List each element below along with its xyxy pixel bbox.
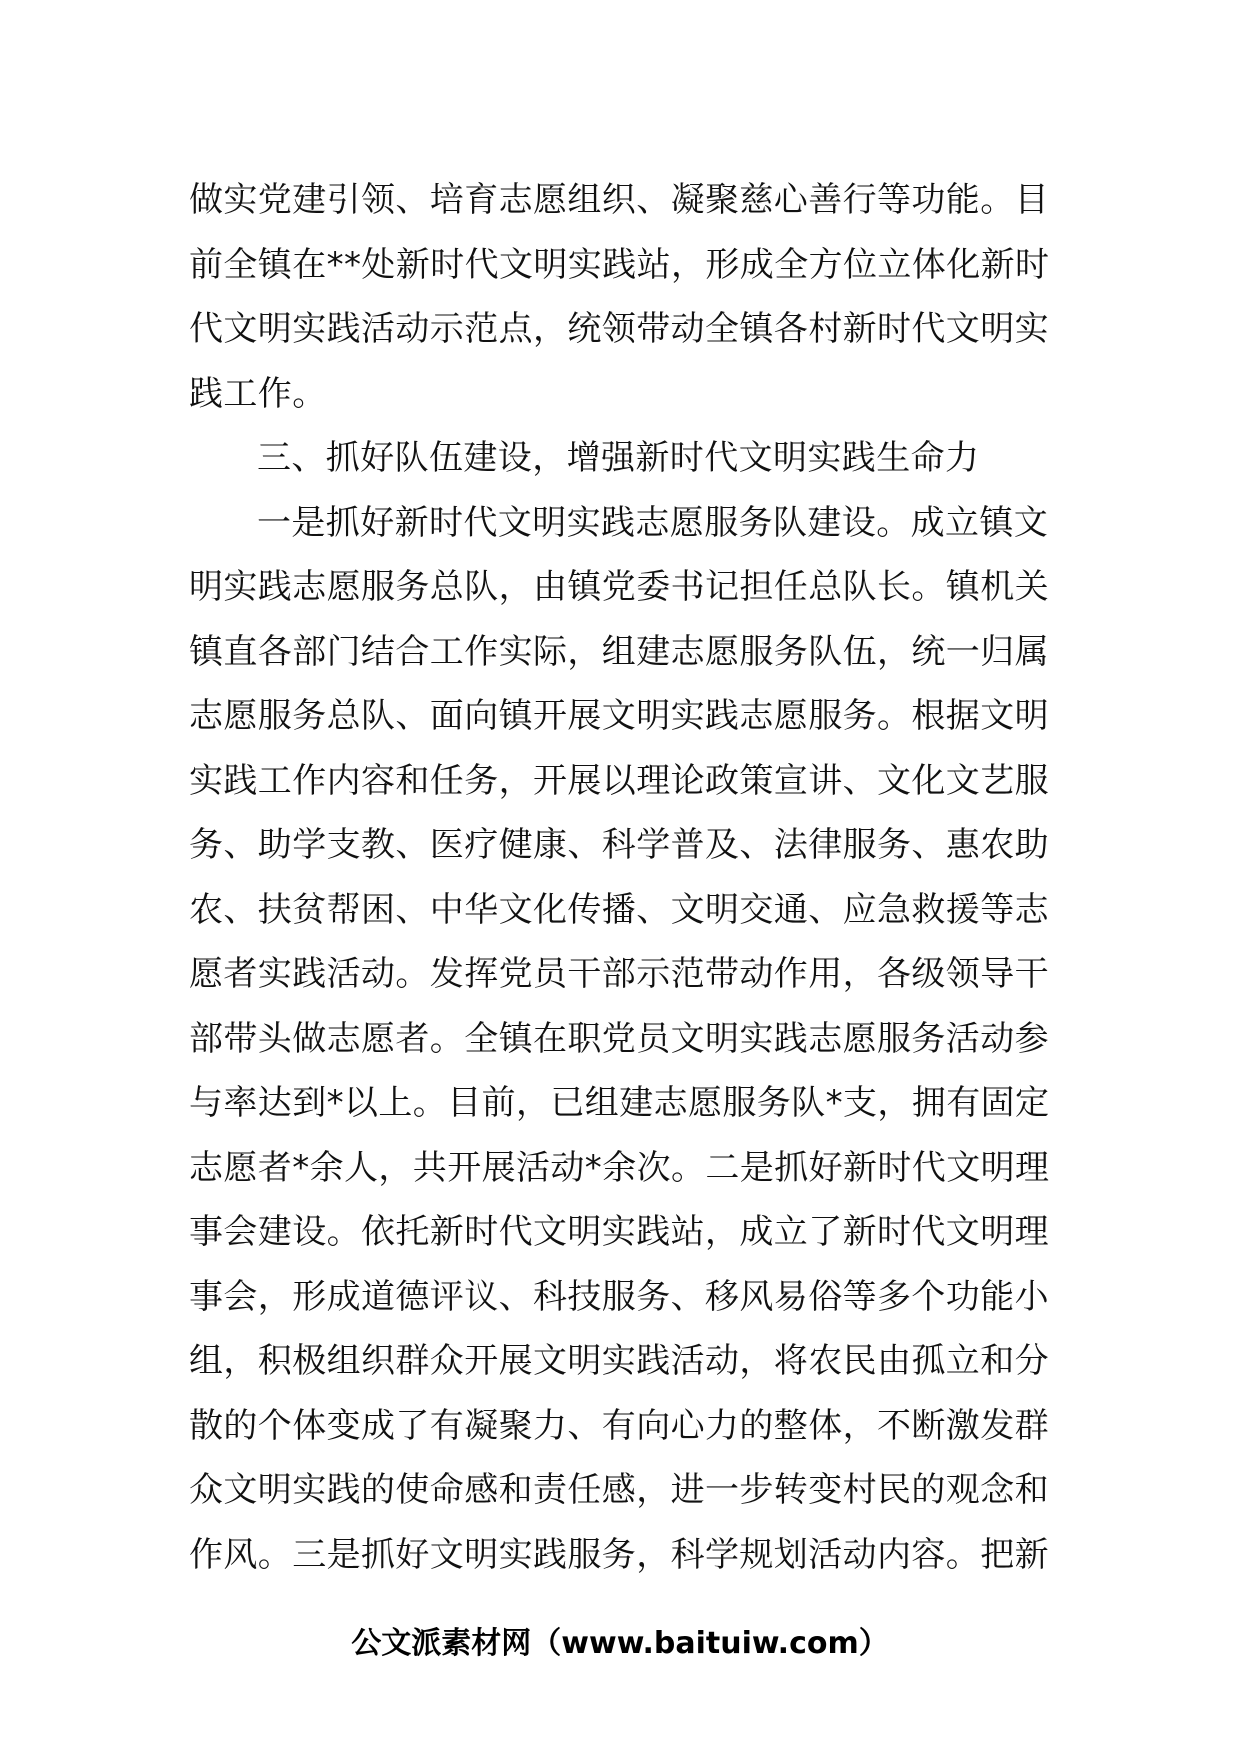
text-line: 务、助学支教、医疗健康、科学普及、法律服务、惠农助 xyxy=(189,825,1049,865)
text-line: 组，积极组织群众开展文明实践活动，将农民由孤立和分 xyxy=(189,1341,1049,1381)
text-line: 践工作。 xyxy=(189,373,327,414)
text-line: 事会，形成道德评议、科技服务、移风易俗等多个功能小 xyxy=(189,1276,1049,1317)
text-line: 志愿服务总队、面向镇开展文明实践志愿服务。根据文明 xyxy=(189,696,1049,736)
paragraph-team-building xyxy=(189,491,1051,1588)
text-line: 实践工作内容和任务，开展以理论政策宣讲、文化文艺服 xyxy=(189,760,1049,801)
text-line: 与率达到*以上。目前，已组建志愿服务队*支，拥有固定 xyxy=(189,1083,1050,1123)
document-body xyxy=(189,168,1051,1587)
paragraph-continued xyxy=(189,168,1051,426)
text-line: 镇直各部门结合工作实际，组建志愿服务队伍，统一归属 xyxy=(189,631,1049,672)
text-line: 众文明实践的使命感和责任感，进一步转变村民的观念和 xyxy=(189,1470,1049,1510)
footer-watermark: 公文派素材网（www.baituiw.com） xyxy=(351,1626,889,1661)
text-line: 事会建设。依托新时代文明实践站，成立了新时代文明理 xyxy=(189,1212,1049,1252)
text-line: 部带头做志愿者。全镇在职党员文明实践志愿服务活动参 xyxy=(189,1018,1049,1059)
text-line: 散的个体变成了有凝聚力、有向心力的整体，不断激发群 xyxy=(189,1405,1049,1446)
text-line: 志愿者*余人，共开展活动*余次。二是抓好新时代文明理 xyxy=(189,1147,1050,1188)
text-line: 做实党建引领、培育志愿组织、凝聚慈心善行等功能。目 xyxy=(189,180,1049,220)
text-line: 前全镇在**处新时代文明实践站，形成全方位立体化新时 xyxy=(189,244,1050,285)
text-line: 明实践志愿服务总队，由镇党委书记担任总队长。镇机关 xyxy=(189,567,1049,607)
section-heading-text: 三、抓好队伍建设，增强新时代文明实践生命力 xyxy=(257,438,980,478)
text-line: 一是抓好新时代文明实践志愿服务队建设。成立镇文 xyxy=(257,502,1049,543)
section-heading xyxy=(189,426,1051,491)
text-line: 作风。三是抓好文明实践服务，科学规划活动内容。把新 xyxy=(189,1534,1049,1575)
text-line: 农、扶贫帮困、中华文化传播、文明交通、应急救援等志 xyxy=(189,889,1049,930)
text-line: 愿者实践活动。发挥党员干部示范带动作用，各级领导干 xyxy=(189,954,1049,994)
text-line: 代文明实践活动示范点，统领带动全镇各村新时代文明实 xyxy=(189,309,1049,349)
